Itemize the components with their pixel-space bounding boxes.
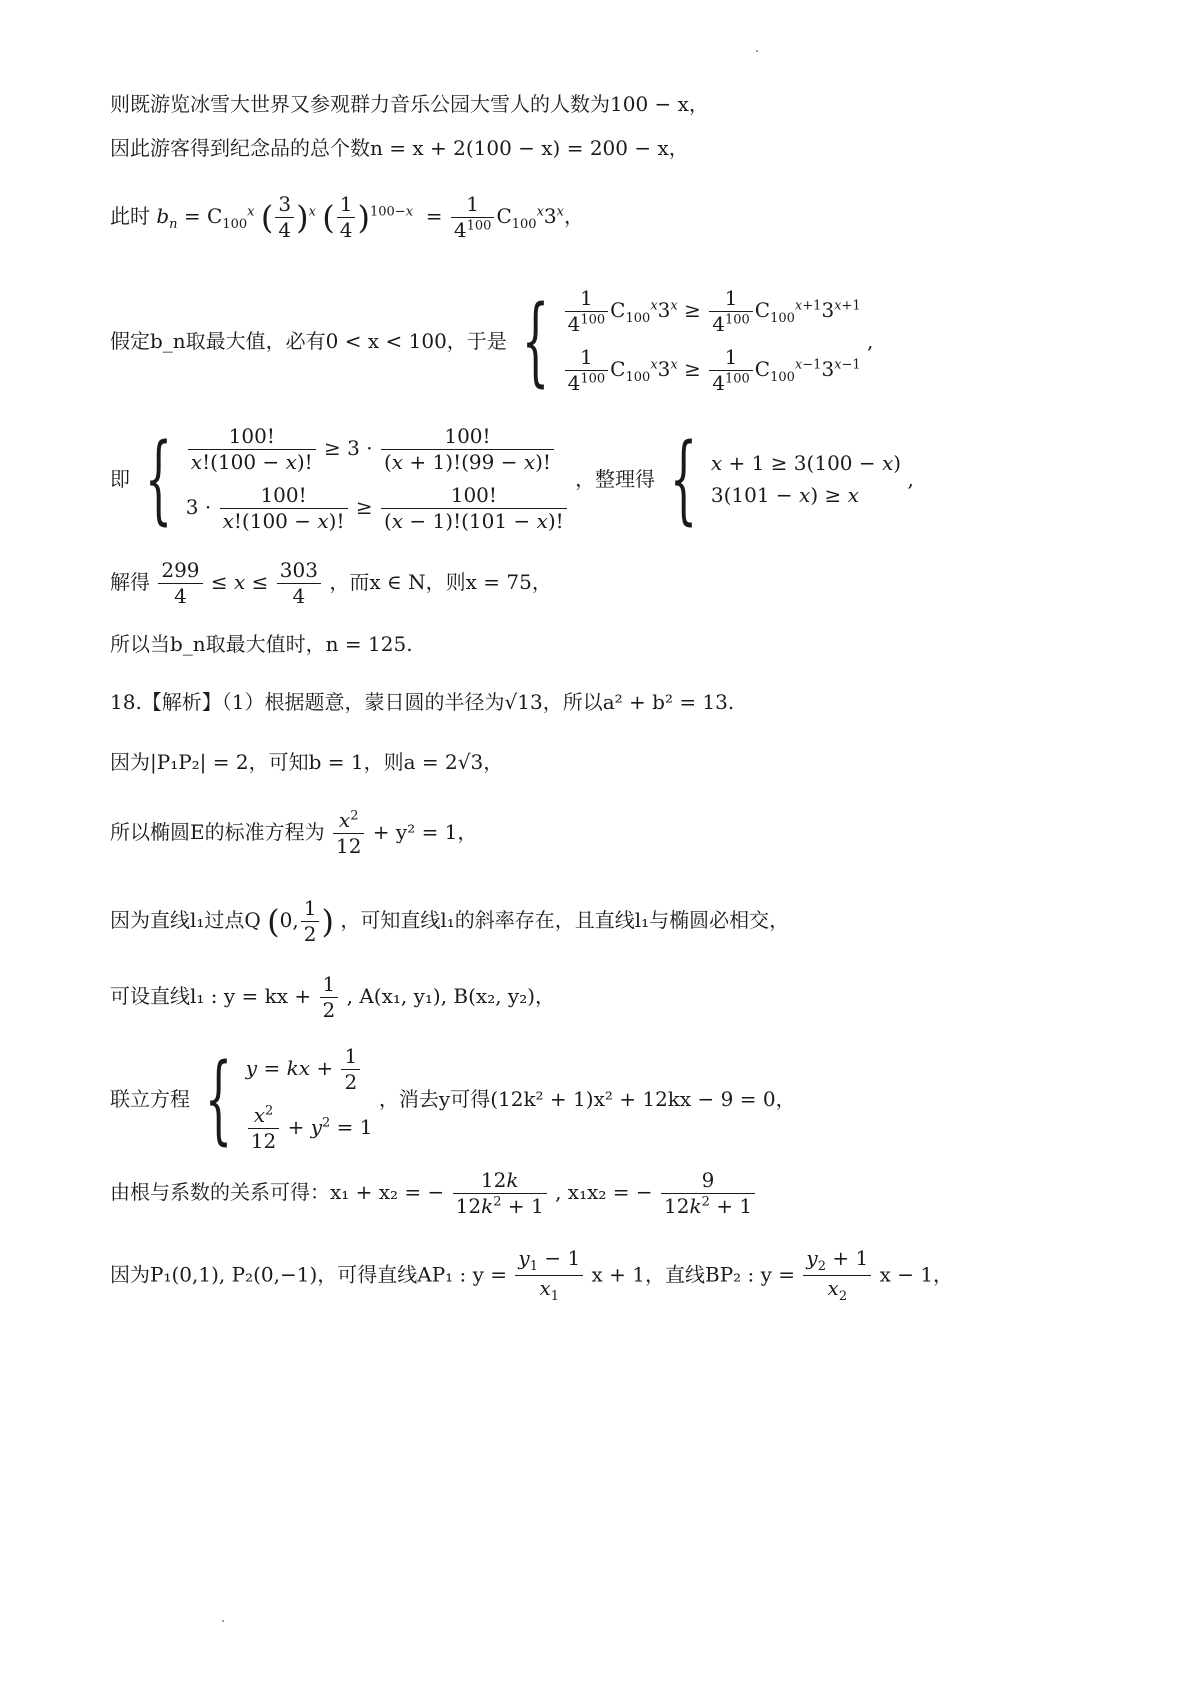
line-10: 所以椭圆E的标准方程为 $\frac{x^2}{12}$ + y² = 1， bbox=[110, 808, 478, 858]
scan-speck bbox=[756, 50, 758, 52]
line-8-section-18: 18.【解析】（1）根据题意，蒙日圆的半径为√13，所以a² + b² = 13. bbox=[110, 690, 735, 714]
line-3-formula: 此时 $b_n = C_{100}^x$ ( $\frac{3}{4}$ )$^x$ ( $\frac{1}{4}$ )$^{100-x}$ = $\frac{1}{4^{100}}$ $C_{100}^x3^x$， bbox=[110, 192, 584, 242]
line-1: 则既游览冰雪大世界又参观群力音乐公园大雪人的人数为100 − x， bbox=[110, 92, 709, 116]
line-6: 解得 $\frac{299}{4}$ ≤ x ≤ $\frac{303}{4}$ ，而x ∈ N，则x = 75， bbox=[110, 558, 552, 608]
line-14: 由根与系数的关系可得：x₁ + x₂ = − $\frac{12k}{12k^2 + 1}$ , x₁x₂ = − $\frac{9}{12k^2 + 1}$ bbox=[110, 1168, 757, 1219]
line-15: 因为P₁(0,1), P₂(0,−1)，可得直线AP₁ : y = $\frac{y_1 - 1}{x_1}$ x + 1，直线BP₂ : y = $\frac{y_2 + 1}{x_2}$ x − 1， bbox=[110, 1246, 954, 1305]
line-5-system: 即 { $\frac{100!}{x!(100 - x)!}$ ≥ 3 · $\frac{100!}{(x + 1)!(99 - x)!}$ 3 · $\frac{100!}{x!(100 - x)!}$ ≥ $\frac{100!}{(x - 1)!(101 - x)!}$ ，整理得 { x + 1 ≥ 3(100 − x) 3(101 − x) ≥ x , bbox=[110, 423, 914, 535]
line-2: 因此游客得到纪念品的总个数n = x + 2(100 − x) = 200 − x， bbox=[110, 136, 689, 160]
line-7: 所以当b_n取最大值时，n = 125. bbox=[110, 632, 413, 656]
line-12: 可设直线l₁ : y = kx + $\frac{1}{2}$ , A(x₁, y₁), B(x₂, y₂)， bbox=[110, 972, 556, 1022]
line-13-system: 联立方程 { y = kx + $\frac{1}{2}$ $\frac{x^2}{12}$ + $y^2 = 1$ ，消去y可得(12k² + 1)x² + 12kx − 9 = 0， bbox=[110, 1043, 796, 1155]
line-9: 因为|P₁P₂| = 2，可知b = 1，则a = 2√3， bbox=[110, 750, 504, 774]
scan-speck bbox=[222, 1620, 224, 1622]
line-11: 因为直线l₁过点Q (0, $\frac{1}{2}$ ) ，可知直线l₁的斜率存在，且直线l₁与椭圆必相交， bbox=[110, 896, 790, 946]
line-4-system: 假定b_n取最大值，必有0 < x < 100，于是 { $\frac{1}{4^{100}}$ $C_{100}^x3^x$ ≥ $\frac{1}{4^{100}}$ $C_{100}^{x+1}3^{x+1}$ $\frac{1}{4^{100}}$ $C_{100}^x3^x$ ≥ $\frac{1}{4^{100}}$ $C_{100}^{x-1}3^{x-1}$ , bbox=[110, 285, 874, 397]
